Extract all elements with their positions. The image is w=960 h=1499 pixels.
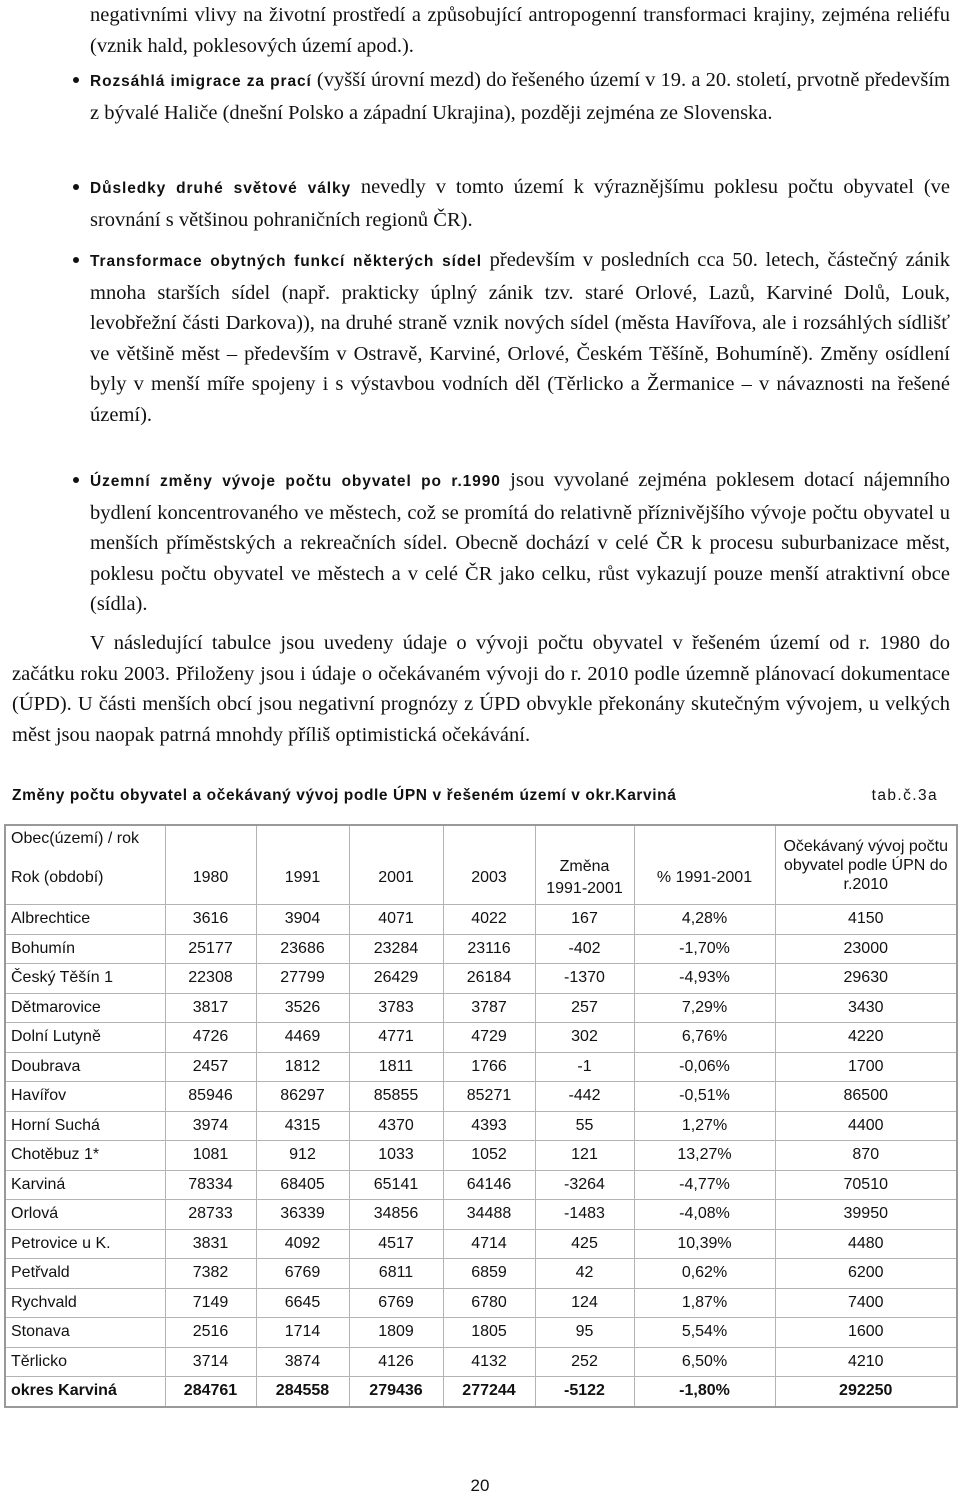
cell-pct: 5,54% (634, 1318, 775, 1348)
cell-forecast: 86500 (775, 1082, 957, 1112)
cell-forecast: 1700 (775, 1052, 957, 1082)
cell-forecast: 4210 (775, 1347, 957, 1377)
cell-1991: 68405 (256, 1170, 349, 1200)
cell-forecast: 4150 (775, 905, 957, 935)
cell-2003: 26184 (443, 964, 535, 994)
cell-2003: 277244 (443, 1377, 535, 1407)
cell-1991: 4092 (256, 1229, 349, 1259)
cell-pct: -4,08% (634, 1200, 775, 1230)
bullet-lead: Územní změny vývoje počtu obyvatel po r.1990 (90, 473, 501, 490)
cell-pct: 6,76% (634, 1023, 775, 1053)
cell-pct: 4,28% (634, 905, 775, 935)
cell-forecast: 7400 (775, 1288, 957, 1318)
table-row (5, 1111, 957, 1141)
cell-change: -3264 (535, 1170, 634, 1200)
cell-obec: Český Těšín 1 (5, 964, 165, 994)
table-number: tab.č.3a (871, 787, 938, 804)
cell-pct: 1,27% (634, 1111, 775, 1141)
table-caption-text: Změny počtu obyvatel a očekávaný vývoj podle ÚPN v řešeném území v okr.Karviná (12, 787, 677, 804)
cell-pct: -4,77% (634, 1170, 775, 1200)
cell-2001: 34856 (349, 1200, 443, 1230)
table-row (5, 1288, 957, 1318)
cell-2003: 34488 (443, 1200, 535, 1230)
cell-change: 425 (535, 1229, 634, 1259)
cell-2003: 4393 (443, 1111, 535, 1141)
cell-1991: 3904 (256, 905, 349, 935)
table-row (5, 1170, 957, 1200)
cell-1980: 3974 (165, 1111, 256, 1141)
cell-2003: 1052 (443, 1141, 535, 1171)
bullet-icon (73, 184, 79, 190)
cell-2001: 1811 (349, 1052, 443, 1082)
cell-change: -1370 (535, 964, 634, 994)
cell-obec: Doubrava (5, 1052, 165, 1082)
bullet-icon (73, 257, 79, 263)
cell-2001: 3783 (349, 993, 443, 1023)
cell-1980: 28733 (165, 1200, 256, 1230)
table-row (5, 1347, 957, 1377)
cell-1991: 912 (256, 1141, 349, 1171)
cell-1991: 3526 (256, 993, 349, 1023)
cell-1991: 27799 (256, 964, 349, 994)
table-caption (12, 787, 938, 811)
cell-1980: 4726 (165, 1023, 256, 1053)
cell-forecast: 6200 (775, 1259, 957, 1289)
cell-1991: 36339 (256, 1200, 349, 1230)
cell-pct: 0,62% (634, 1259, 775, 1289)
cell-1980: 284761 (165, 1377, 256, 1407)
bullet-text: nevedly v tomto území k výraznějšímu poklesu počtu obyvatel (ve srovnání s většinou pohraničních regionů ČR). (90, 176, 950, 231)
cell-2001: 26429 (349, 964, 443, 994)
cell-2001: 4517 (349, 1229, 443, 1259)
table-row (5, 964, 957, 994)
table-row (5, 1200, 957, 1230)
cell-1980: 7382 (165, 1259, 256, 1289)
cell-2001: 85855 (349, 1082, 443, 1112)
cell-forecast: 4400 (775, 1111, 957, 1141)
cell-1980: 7149 (165, 1288, 256, 1318)
table-row (5, 1023, 957, 1053)
cell-2001: 1809 (349, 1318, 443, 1348)
cell-2003: 6859 (443, 1259, 535, 1289)
cell-forecast: 870 (775, 1141, 957, 1171)
cell-obec: Petřvald (5, 1259, 165, 1289)
cell-obec: Rychvald (5, 1288, 165, 1318)
cell-2001: 4126 (349, 1347, 443, 1377)
bullet-text: především v posledních cca 50. letech, částečný zánik mnoha starších sídel (např. prakticky úplný zánik tzv. staré Orlové, Lazů, Karviné Dolů, Louk, levobřežní části Darkova)), na druhé straně vznik nových sídel (města Havířova, ale i rozsáhlých sídlišť ve většině měst – především v Ostravě, Karviné, Orlové, Českém Těšíně, Bohumíně). Změny osídlení byly v menší míře spojeny i s výstavbou vodních děl (Těrlicko a Žermanice – v návaznosti na řešené území). (90, 249, 950, 426)
bullet-icon (73, 77, 79, 83)
cell-2003: 4022 (443, 905, 535, 935)
page-number: 20 (470, 1476, 490, 1495)
cell-pct: 6,50% (634, 1347, 775, 1377)
cell-1980: 22308 (165, 964, 256, 994)
cell-1980: 2516 (165, 1318, 256, 1348)
cell-1991: 4315 (256, 1111, 349, 1141)
cell-change: 167 (535, 905, 634, 935)
table-row (5, 1052, 957, 1082)
header-change: Změna 1991-2001 (535, 852, 634, 905)
bullet-text: (vyšší úrovní mezd) do řešeného území v 19. a 20. století, prvotně především z bývalé Haliče (dnešní Polsko a západní Ukrajina), později zejména ze Slovenska. (90, 69, 950, 124)
cell-1991: 6769 (256, 1259, 349, 1289)
cell-change: -1 (535, 1052, 634, 1082)
header-forecast: Očekávaný vývoj počtu obyvatel podle ÚPN do r.2010 (775, 825, 957, 905)
cell-obec: Těrlicko (5, 1347, 165, 1377)
table-row (5, 1082, 957, 1112)
table-total-row (5, 1377, 957, 1407)
cell-1980: 3817 (165, 993, 256, 1023)
cell-2001: 65141 (349, 1170, 443, 1200)
cell-pct: 13,27% (634, 1141, 775, 1171)
bullet-item (90, 465, 950, 620)
cell-change: -442 (535, 1082, 634, 1112)
cell-1980: 3616 (165, 905, 256, 935)
cell-obec: Petrovice u K. (5, 1229, 165, 1259)
cell-change: 252 (535, 1347, 634, 1377)
cell-change: 257 (535, 993, 634, 1023)
cell-2001: 6769 (349, 1288, 443, 1318)
cell-change: -402 (535, 934, 634, 964)
cell-forecast: 3430 (775, 993, 957, 1023)
cell-pct: 1,87% (634, 1288, 775, 1318)
cell-2001: 4771 (349, 1023, 443, 1053)
cell-2003: 4714 (443, 1229, 535, 1259)
cell-1991: 284558 (256, 1377, 349, 1407)
bullet-lead: Rozsáhlá imigrace za prací (90, 73, 312, 90)
intro-continuation: negativními vlivy na životní prostředí a způsobující antropogenní transformaci krajiny, zejména reliéfu (vznik hald, poklesových území apod.). (90, 4, 950, 57)
cell-forecast: 1600 (775, 1318, 957, 1348)
cell-pct: -0,51% (634, 1082, 775, 1112)
cell-1991: 1812 (256, 1052, 349, 1082)
table-header-row (5, 825, 957, 852)
cell-obec: Dětmarovice (5, 993, 165, 1023)
cell-obec: Albrechtice (5, 905, 165, 935)
table-row (5, 1259, 957, 1289)
cell-forecast: 70510 (775, 1170, 957, 1200)
header-year: 2003 (443, 852, 535, 905)
cell-2001: 4370 (349, 1111, 443, 1141)
cell-2003: 1766 (443, 1052, 535, 1082)
cell-obec: Karviná (5, 1170, 165, 1200)
cell-2003: 64146 (443, 1170, 535, 1200)
cell-1991: 1714 (256, 1318, 349, 1348)
cell-2003: 1805 (443, 1318, 535, 1348)
body-paragraph (12, 628, 950, 750)
header-rok: Rok (období) (5, 852, 165, 905)
cell-pct: -0,06% (634, 1052, 775, 1082)
cell-change: 124 (535, 1288, 634, 1318)
cell-2001: 4071 (349, 905, 443, 935)
cell-1991: 4469 (256, 1023, 349, 1053)
cell-pct: -1,70% (634, 934, 775, 964)
header-year: 1991 (256, 852, 349, 905)
cell-change: 121 (535, 1141, 634, 1171)
cell-change: 42 (535, 1259, 634, 1289)
cell-forecast: 39950 (775, 1200, 957, 1230)
cell-2003: 4132 (443, 1347, 535, 1377)
cell-pct: -4,93% (634, 964, 775, 994)
cell-1980: 3831 (165, 1229, 256, 1259)
cell-1980: 1081 (165, 1141, 256, 1171)
bullet-lead: Důsledky druhé světové války (90, 180, 351, 197)
cell-1991: 86297 (256, 1082, 349, 1112)
cell-forecast: 23000 (775, 934, 957, 964)
table-row (5, 934, 957, 964)
cell-1980: 85946 (165, 1082, 256, 1112)
table-row (5, 905, 957, 935)
cell-obec: Chotěbuz 1* (5, 1141, 165, 1171)
cell-2003: 3787 (443, 993, 535, 1023)
cell-2001: 279436 (349, 1377, 443, 1407)
cell-pct: -1,80% (634, 1377, 775, 1407)
bullet-item (90, 65, 950, 128)
header-year: 2001 (349, 852, 443, 905)
cell-pct: 7,29% (634, 993, 775, 1023)
cell-forecast: 4480 (775, 1229, 957, 1259)
table-row (5, 1318, 957, 1348)
table-row (5, 1229, 957, 1259)
cell-2003: 4729 (443, 1023, 535, 1053)
cell-1980: 78334 (165, 1170, 256, 1200)
bullet-item (90, 172, 950, 235)
cell-2003: 85271 (443, 1082, 535, 1112)
cell-obec: Dolní Lutyně (5, 1023, 165, 1053)
cell-forecast: 29630 (775, 964, 957, 994)
cell-1991: 23686 (256, 934, 349, 964)
cell-forecast: 4220 (775, 1023, 957, 1053)
bullet-lead: Transformace obytných funkcí některých sídel (90, 253, 482, 270)
cell-pct: 10,39% (634, 1229, 775, 1259)
cell-1991: 6645 (256, 1288, 349, 1318)
cell-2001: 1033 (349, 1141, 443, 1171)
bullet-text: jsou vyvolané zejména poklesem dotací nájemního bydlení koncentrovaného ve městech, což se promítá do relativně příznivějšího vývoje počtu obyvatel u menších příměstských a rekreačních sídel. Obecně dochází v celé ČR k procesu suburbanizace měst, poklesu počtu obyvatel ve městech a v celé ČR jako celku, růst vykazují pouze menší atraktivní obce (sídla). (90, 469, 951, 615)
cell-1980: 2457 (165, 1052, 256, 1082)
header-obec: Obec(území) / rok (5, 825, 165, 852)
cell-obec: Havířov (5, 1082, 165, 1112)
population-table (4, 824, 958, 1408)
cell-change: 302 (535, 1023, 634, 1053)
cell-obec: Horní Suchá (5, 1111, 165, 1141)
cell-1980: 3714 (165, 1347, 256, 1377)
cell-2003: 23116 (443, 934, 535, 964)
cell-obec: Bohumín (5, 934, 165, 964)
cell-change: -1483 (535, 1200, 634, 1230)
cell-1980: 25177 (165, 934, 256, 964)
cell-1991: 3874 (256, 1347, 349, 1377)
cell-change: 95 (535, 1318, 634, 1348)
body-paragraph-text: V následující tabulce jsou uvedeny údaje o vývoji počtu obyvatel v řešeném území od r. 1980 do začátku roku 2003. Přiloženy jsou i údaje o očekávaném vývoji do r. 2010 podle územně plánovací dokumentace (ÚPD). U části menších obcí jsou negativní prognózy z ÚPD obvykle překonány skutečným vývojem, u velkých měst jsou naopak patrná mnohdy příliš optimistická očekávání. (12, 632, 950, 746)
bullet-icon (73, 477, 79, 483)
cell-2003: 6780 (443, 1288, 535, 1318)
header-year: 1980 (165, 852, 256, 905)
cell-obec: Stonava (5, 1318, 165, 1348)
header-pct: % 1991-2001 (634, 852, 775, 905)
cell-obec: okres Karviná (5, 1377, 165, 1407)
cell-forecast: 292250 (775, 1377, 957, 1407)
bullet-item (90, 245, 950, 430)
cell-change: 55 (535, 1111, 634, 1141)
table-row (5, 993, 957, 1023)
cell-obec: Orlová (5, 1200, 165, 1230)
table-row (5, 1141, 957, 1171)
cell-change: -5122 (535, 1377, 634, 1407)
cell-2001: 23284 (349, 934, 443, 964)
cell-2001: 6811 (349, 1259, 443, 1289)
